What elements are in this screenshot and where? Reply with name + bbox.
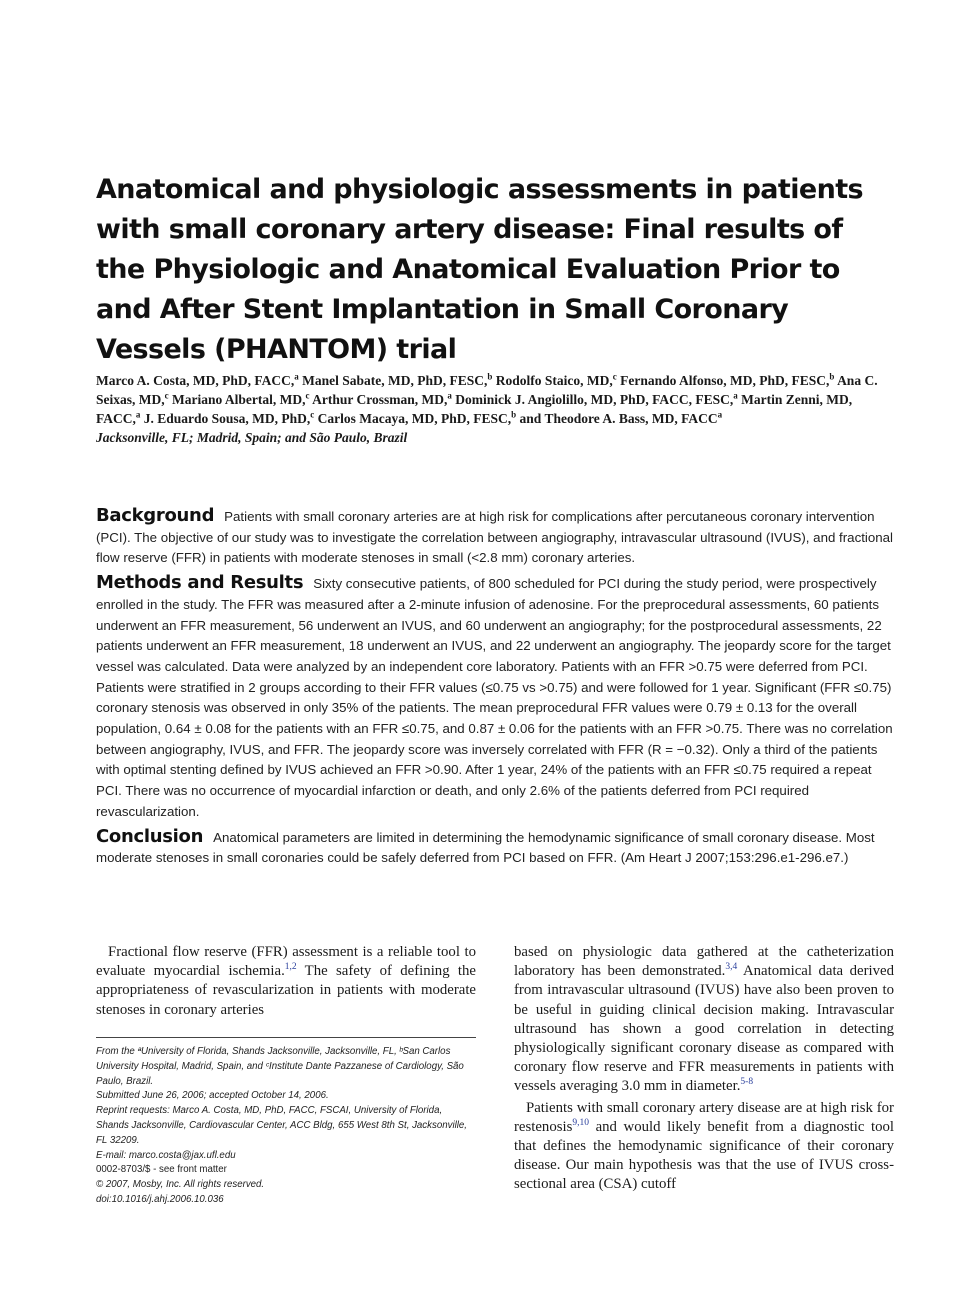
author-affiliation-marker: b [487, 371, 493, 382]
author-affiliation-marker: a [733, 390, 738, 401]
author-name: Marco A. Costa, MD, PhD, FACC, [96, 373, 295, 388]
author-name: Carlos Macaya, MD, PhD, FESC, [317, 411, 512, 426]
author-name: Fernando Alfonso, MD, PhD, FESC, [620, 373, 830, 388]
footnote-divider [96, 1037, 476, 1038]
author-affiliation-marker: a [717, 409, 723, 420]
intro-paragraph-1-cont [514, 943, 894, 1097]
author-affiliation-marker: a [135, 409, 141, 420]
author-name: Arthur Crossman, MD, [312, 392, 448, 407]
footnote-affiliations: From the ªUniversity of Florida, Shands Jacksonville, Jacksonville, FL, ᵇSan Carlos University Hospital, Madrid, Spain, and ᶜInstitute Dante Pazzanese of Cardiology, São Paulo, Brazil. [96, 1046, 464, 1087]
citation-link[interactable]: 1,2 [284, 962, 297, 973]
body-right-column [514, 943, 894, 1195]
footnote-reprint: Reprint requests: Marco A. Costa, MD, PhD, FACC, FSCAI, University of Florida, Shands Jacksonville, Cardiovascular Center, ACC Bldg, 655 West 8th St, Jacksonville, FL 32209. [96, 1105, 467, 1146]
author-list [96, 371, 896, 447]
conclusion-text: Anatomical parameters are limited in determining the hemodynamic significance of small coronary disease. Most moderate stenoses in small coronaries could be safely deferred from PCI based on FFR. (Am Heart J 2007;153:296.e1-296.e7.) [96, 829, 875, 866]
author-name: and Theodore A. Bass, MD, FACC [519, 411, 718, 426]
author-name: Dominick J. Angiolillo, MD, PhD, FACC, FESC, [455, 392, 734, 407]
author-name: Rodolfo Staico, MD, [495, 373, 613, 388]
intro-text: Patients with small coronary artery disease are at high risk for restenosis [514, 1099, 894, 1135]
author-affiliation-marker: c [305, 390, 310, 401]
author-name: Martin Zenni, MD, FACC, [96, 392, 853, 426]
intro-text: Fractional flow reserve (FFR) assessment is a reliable tool to evaluate myocardial ischemia. [96, 944, 476, 980]
article-title: Anatomical and physiologic assessments in patients with small coronary artery disease: Final results of the Physiologic and Anatomical Evaluation Prior to and After Stent Implantation in Small Coronary Vessels (PHANTOM) trial [96, 174, 864, 365]
author-affiliation-marker: a [447, 390, 452, 401]
background-text: Patients with small coronary arteries are at high risk for complications after percutaneous coronary intervention (PCI). The objective of our study was to investigate the correlation between angiography, intravascular ultrasound (IVUS), and fractional flow reserve (FFR) in patients with moderate stenoses in small (<2.8 mm) coronary arteries. [96, 509, 894, 566]
author-name: Ana C. Seixas, MD, [96, 373, 878, 407]
conclusion-heading: Conclusion [96, 825, 204, 847]
citation-link[interactable]: 5-8 [740, 1077, 754, 1088]
citation-link[interactable]: 9,10 [572, 1117, 589, 1128]
background-heading: Background [96, 505, 215, 526]
intro-paragraph-1 [96, 943, 476, 1020]
author-affiliation-marker: a [294, 371, 299, 382]
author-affiliation-marker: c [164, 390, 169, 401]
footnote-copyright: © 2007, Mosby, Inc. All rights reserved. [96, 1179, 265, 1191]
intro-text: Anatomical data derived from intravascular ultrasound (IVUS) have also been proven to be useful in guiding clinical decision making. Intravascular ultrasound has shown a good correlation in detecting physiologically significant coronary disease as compared with coronary flow reserve and FFR measurements in patients with vessels averaging 3.0 mm in diameter. [514, 963, 894, 1095]
author-affiliation-marker: b [511, 409, 517, 420]
abstract-methods [96, 573, 896, 822]
author-name: Mariano Albertal, MD, [172, 392, 306, 407]
author-affiliation-marker: b [829, 371, 835, 382]
author-name: J. Eduardo Sousa, MD, PhD, [143, 411, 311, 426]
author-affiliation-marker: c [310, 409, 315, 420]
footnote-email[interactable]: E-mail: marco.costa@jax.ufl.edu [96, 1149, 236, 1161]
intro-text: The safety of defining the appropriateness of revascularization in patients with moderate stenoses in coronary arteries [96, 963, 476, 1018]
abstract-conclusion [96, 827, 896, 869]
citation-link[interactable]: 3,4 [725, 962, 738, 973]
footnotes [96, 1045, 476, 1208]
footnote-submitted: Submitted June 26, 2006; accepted October 14, 2006. [96, 1090, 329, 1102]
abstract [96, 506, 896, 873]
footnote-issn: 0002-8703/$ - see front matter [96, 1164, 227, 1176]
methods-text: Sixty consecutive patients, of 800 scheduled for PCI during the study period, were prospectively enrolled in the study. The FFR was measured after a 2-minute infusion of adenosine. For the preprocedural assessments, 60 patients underwent an FFR measurement, 56 underwent an IVUS, and 60 underwent an angiography; for the postprocedural assessments, 22 patients underwent an FFR measurement, 18 underwent an IVUS, and 22 underwent an angiography. The jeopardy score for the target vessel was calculated. Data were analyzed by an independent core laboratory. Patients with an FFR >0.75 were deferred from PCI. Patients were stratified in 2 groups according to their FFR values (≤0.75 vs >0.75) and were followed for 1 year. Significant (FFR ≤0.75) coronary stenosis was observed in only 35% of the patients. The mean preprocedural FFR values were 0.79 ± 0.13 for the overall population, 0.64 ± 0.08 for the patients with an FFR ≤0.75, and 0.87 ± 0.06 for the patients with an FFR >0.75. There was no correlation between angiography, IVUS, and FFR. The jeopardy score was inversely correlated with FFR (R = −0.32). Only a third of the patients with optimal stenting defined by IVUS achieved an FFR >0.90. After 1 year, 24% of the patients with an FFR ≤0.75 required a repeat PCI. There was no occurrence of myocardial infarction or death, and only 2.6% of the patients deferred from PCI required revascularization. [96, 576, 893, 819]
footnote-doi[interactable]: doi:10.1016/j.ahj.2006.10.036 [96, 1193, 224, 1205]
author-affiliation: Jacksonville, FL; Madrid, Spain; and São Paulo, Brazil [96, 430, 408, 445]
body-left-column [96, 943, 476, 1020]
author-names [96, 373, 878, 426]
methods-heading: Methods and Results [96, 572, 304, 594]
intro-text: based on physiologic data gathered at the catheterization laboratory has been demonstrated. [514, 944, 894, 980]
intro-text: and would likely benefit from a diagnostic tool that defines the hemodynamic significance of their coronary disease. Our main hypothesis was that the use of IVUS cross-sectional area (CSA) cutoff [514, 1118, 894, 1193]
abstract-background [96, 506, 896, 569]
author-name: Manel Sabate, MD, PhD, FESC, [302, 373, 488, 388]
intro-paragraph-2 [514, 1099, 894, 1195]
author-affiliation-marker: c [612, 371, 617, 382]
